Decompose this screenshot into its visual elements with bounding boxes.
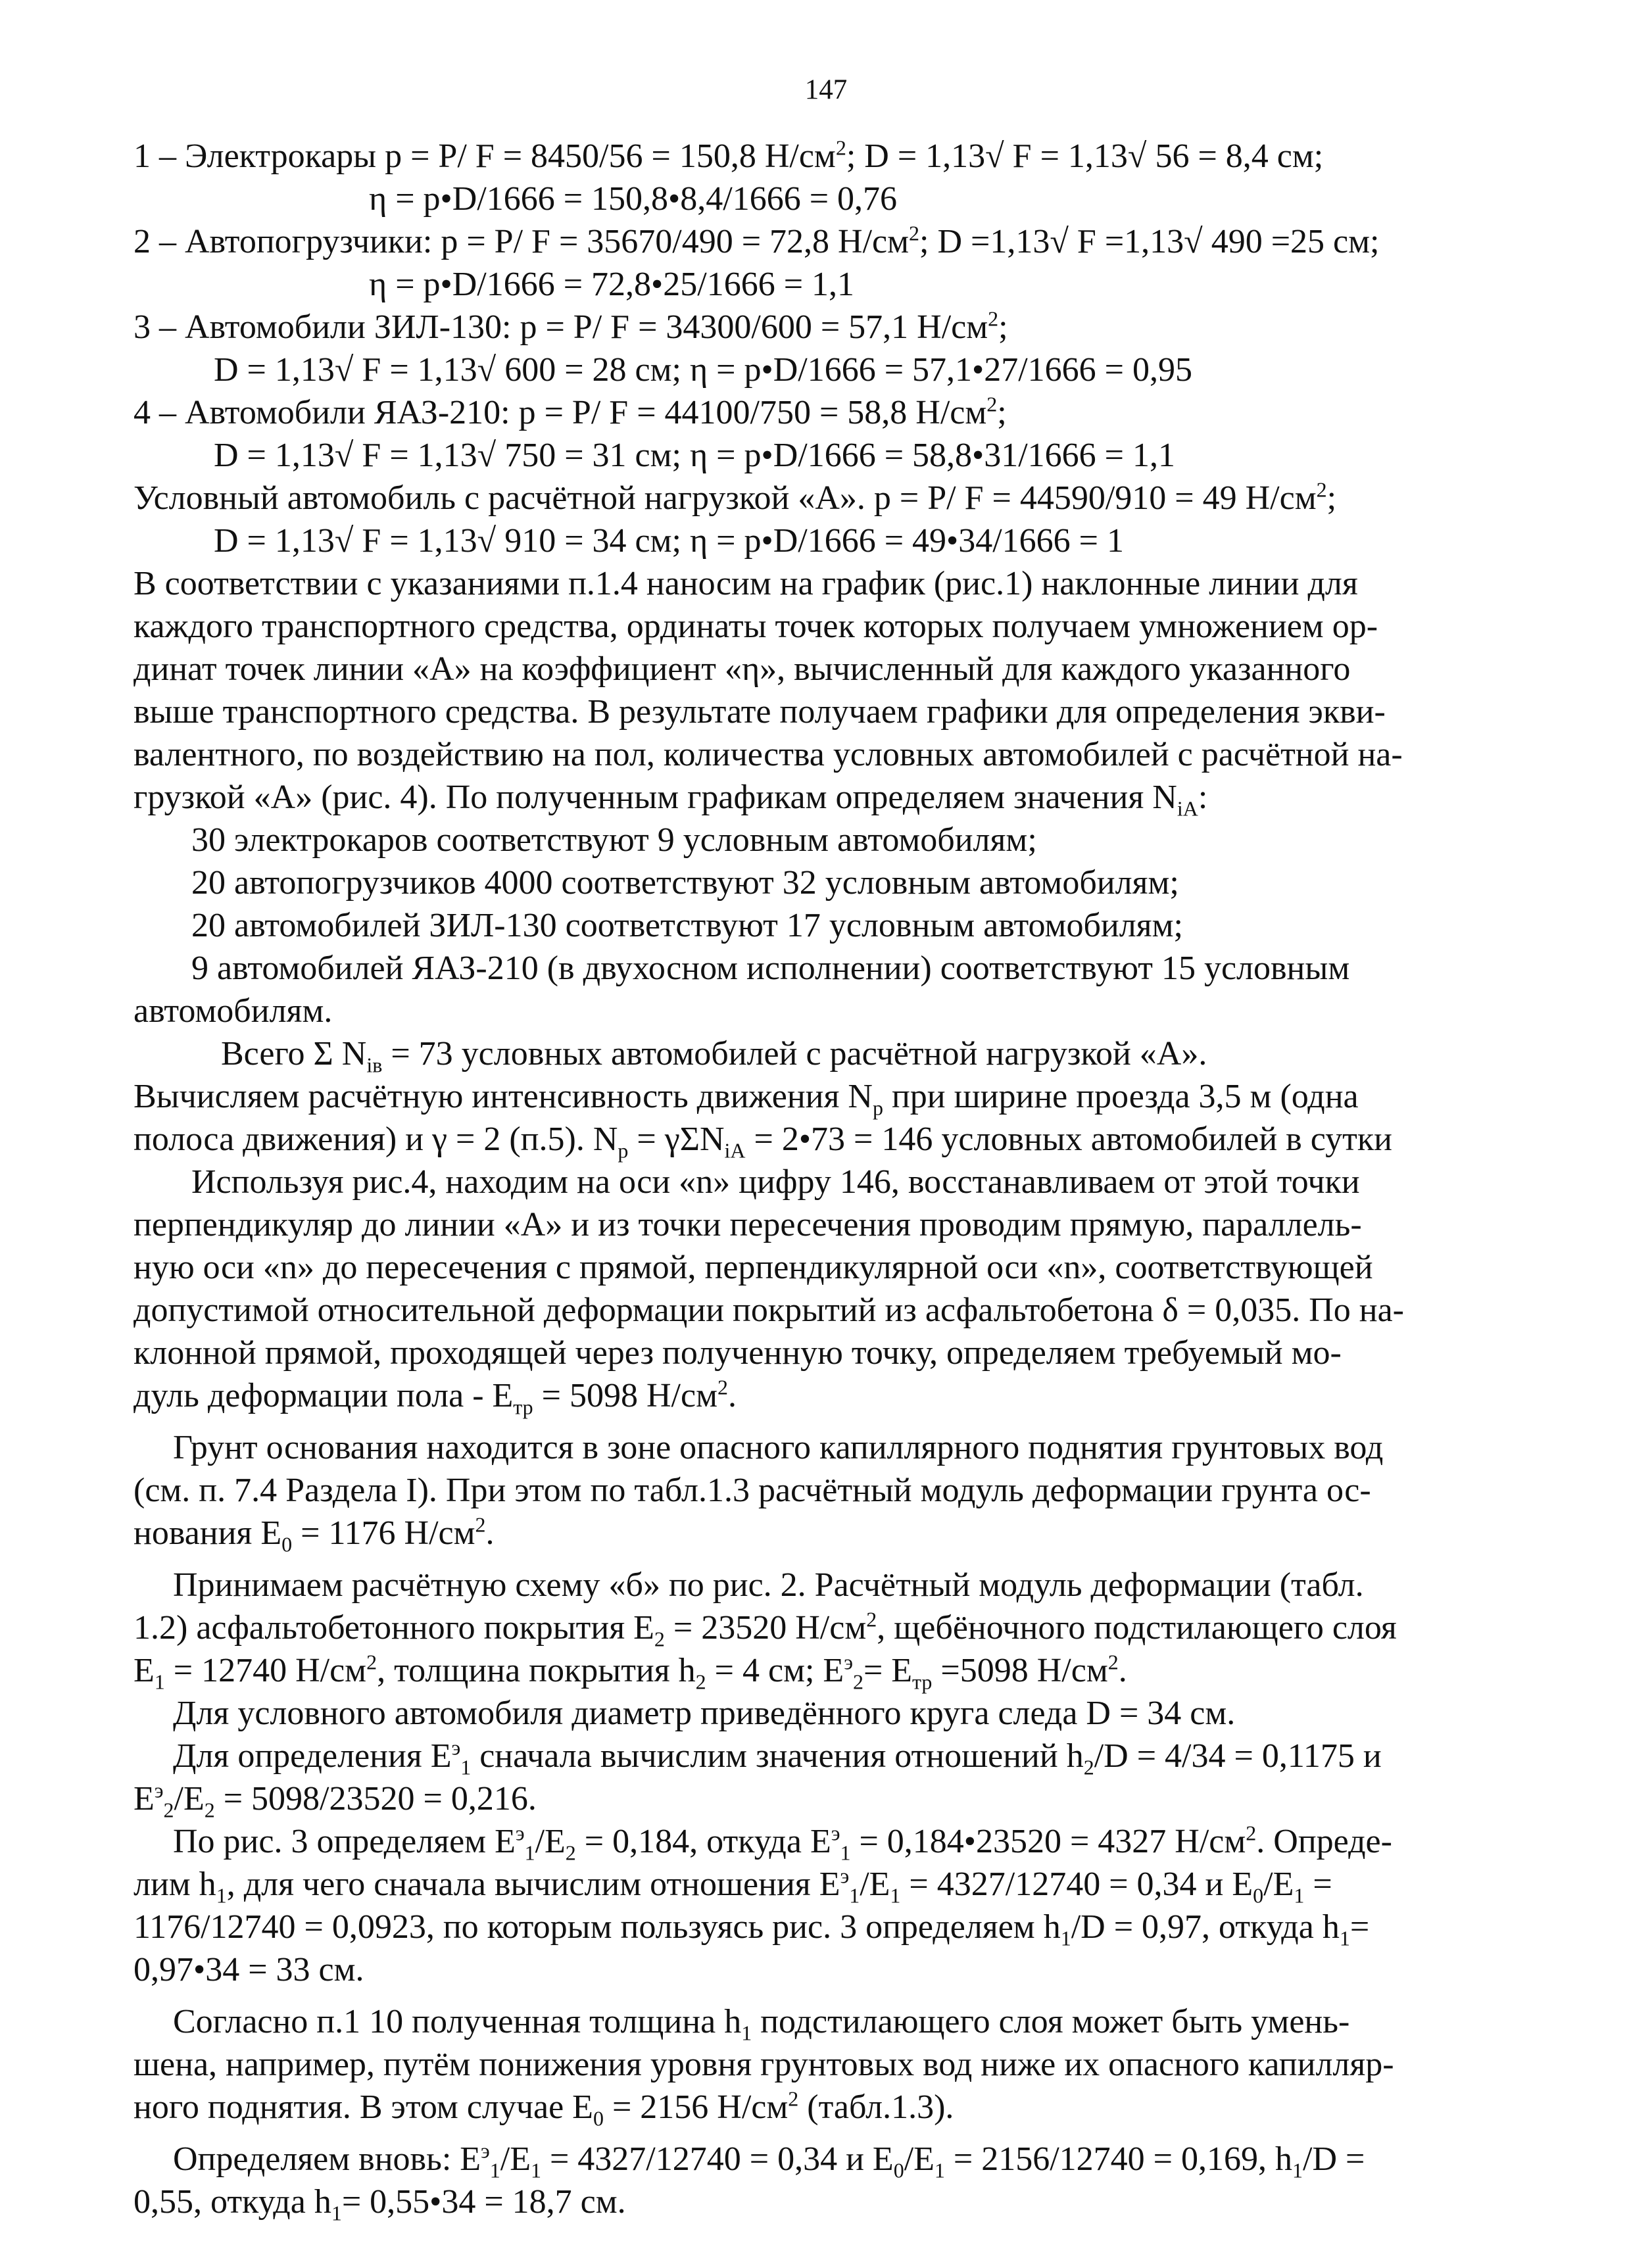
paragraph-5-line-1: Принимаем расчётную схему «б» по рис. 2. Расчётный модуль деформации (табл. [173,1566,1364,1604]
paragraph-9-line-1: Согласно п.1 10 полученная толщина $h_1$ подстилающего слоя может быть умень- [173,2003,1350,2045]
list-item-4-line-1: 9 автомобилей ЯАЗ-210 (в двухосном исполнении) соответствуют 15 условным [191,950,1350,987]
paragraph-4-line-1: Грунт основания находится в зоне опасного капиллярного поднятия грунтовых вод [173,1429,1384,1466]
paragraph-7-line-2: $Е^э_2/Е_2 = 5098/23520 = 0,216$. [134,1778,537,1822]
paragraph-8-line-1: По рис. 3 определяем $Е^э_1/Е_2 = 0,184$, откуда $Е^э_1$ = 0,184•23520 = 4327 $Н/см^2$. Опреде- [173,1821,1392,1865]
list-item: 30 электрокаров соответствуют 9 условным автомобилям; [191,821,1037,859]
paragraph-3-line-1: Используя рис.4, находим на оси «n» цифру 146, восстанавливаем от этой точки [191,1163,1360,1201]
paragraph-1-line-1: В соответствии с указаниями п.1.4 наносим на график (рис.1) наклонные линии для [134,565,1358,602]
paragraph-7-line-1: Для определения $Е^э_1$ сначала вычислим значения отношений $h_2/D = 4/34 = 0,1175$ и [173,1735,1382,1779]
formula-line-10: D = 1,13√ F = 1,13√ 910 = 34 см; η = p•D/1666 = 49•34/1666 = 1 [214,522,1124,560]
paragraph-3-line-5: клонной прямой, проходящей через полученную точку, определяем требуемый мо- [134,1334,1342,1372]
formula-line-8: D = 1,13√ F = 1,13√ 750 = 31 см; η = p•D/1666 = 58,8•31/1666 = 1,1 [214,437,1175,474]
paragraph-1-line-4: выше транспортного средства. В результате получаем графики для определения экви- [134,693,1386,731]
paragraph-1-line-2: каждого транспортного средства, ординаты точек которых получаем умножением ор- [134,608,1378,645]
formula-line-5: 3 – Автомобили ЗИЛ-130: p = P/ F = 34300/600 = 57,1 $Н/см^2$; [134,306,1008,346]
formula-line-6: D = 1,13√ F = 1,13√ 600 = 28 см; η = p•D/1666 = 57,1•27/1666 = 0,95 [214,351,1192,389]
list-item-4-line-2: автомобилям. [134,992,333,1030]
page-number: 147 [804,74,848,105]
formula-line-7: 4 – Автомобили ЯАЗ-210: p = P/ F = 44100/750 = 58,8 $Н/см^2$; [134,392,1007,431]
paragraph-8-line-4: 0,97•34 = 33 см. [134,1951,364,1988]
paragraph-1-line-3: динат точек линии «А» на коэффициент «η», вычисленный для каждого указанного [134,650,1351,688]
paragraph-3-line-2: перпендикуляр до линии «А» и из точки пересечения проводим прямую, параллель- [134,1206,1362,1243]
total-line: Всего Σ $N_{iв} = 73$ условных автомобилей с расчётной нагрузкой «А». [221,1035,1207,1077]
paragraph-3-line-6: дуль деформации пола - $Е_{тр} = 5098$ $Н/см^2$. [134,1375,737,1419]
paragraph-4-line-3: нования $Е_0 = 1176$ $Н/см^2$. [134,1512,495,1556]
paragraph-6: Для условного автомобиля диаметр приведённого круга следа D = 34 см. [173,1695,1236,1732]
paragraph-5-line-3: $Е_1 = 12740$ $Н/см^2$, толщина покрытия $h_2 = 4$ см; $Е^э_2= Е_{тр} =5098$ $Н/см^2$. [134,1650,1127,1694]
paragraph-1-line-6: грузкой «А» (рис. 4). По полученным графикам определяем значения $N_{iA}$: [134,779,1208,821]
page-text [134,135,1505,2223]
paragraph-10-line-2: 0,55, откуда $h_1=$ 0,55•34 = 18,7 см. [134,2183,626,2225]
paragraph-9-line-3: ного поднятия. В этом случае $Е_0 = 2156$ $Н/см^2$ (табл.1.3). [134,2086,954,2131]
paragraph-9-line-2: шена, например, путём понижения уровня грунтовых вод ниже их опасного капилляр- [134,2046,1394,2083]
formula-line-9: Условный автомобиль с расчётной нагрузкой «А». p = P/ F = 44590/910 = 49 $Н/см^2$; [134,477,1337,517]
formula-line-2: η = p•D/1666 = 150,8•8,4/1666 = 0,76 [369,180,898,218]
formula-line-4: η = p•D/1666 = 72,8•25/1666 = 1,1 [369,266,855,303]
list-item: 20 автомобилей ЗИЛ-130 соответствуют 17 условным автомобилям; [191,907,1183,944]
formula-line-1: 1 – Электрокары p = P/ F = 8450/56 = 150,8 $Н/см^2$; D = 1,13√ F = 1,13√ 56 = 8,4 см; [134,135,1324,175]
paragraph-3-line-3: ную оси «n» до пересечения с прямой, перпендикулярной оси «n», соответствующей [134,1249,1373,1286]
paragraph-10-line-1: Определяем вновь: $Е^э_1/Е_1 = 4327/12740 = 0,34$ и $Е_0/Е_1 = 2156/12740 = 0,169$, $h_1/D$ = [173,2138,1365,2182]
list-item: 20 автопогрузчиков 4000 соответствуют 32 условным автомобилям; [191,864,1179,902]
paragraph-8-line-3: 1176/12740 = 0,0923, по которым пользуясь рис. 3 определяем $h_1/D = 0,97$, откуда $h_1=$ [134,1908,1370,1950]
paragraph-2-line-2: полоса движения) и γ = 2 (п.5). $N_р = \gamma\Sigma N_{iA}$ = 2•73 = 146 условных автомобилей в сутки [134,1120,1392,1163]
paragraph-4-line-2: (см. п. 7.4 Раздела I). При этом по табл.1.3 расчётный модуль деформации грунта ос- [134,1472,1371,1509]
paragraph-1-line-5: валентного, по воздействию на пол, количества условных автомобилей с расчётной на- [134,736,1403,773]
paragraph-5-line-2: 1.2) асфальтобетонного покрытия $Е_2 = 23520$ $Н/см^2$, щебёночного подстилающего слоя [134,1607,1397,1651]
paragraph-2-line-1: Вычисляем расчётную интенсивность движения $N_р$ при ширине проезда 3,5 м (одна [134,1078,1359,1120]
formula-line-3: 2 – Автопогрузчики: p = P/ F = 35670/490 = 72,8 $Н/см^2$; D =1,13√ F =1,13√ 490 =25 см; [134,221,1380,260]
paragraph-8-line-2: лим $h_1$, для чего сначала вычислим отношения $Е^э_1/Е_1 = 4327/12740 = 0,34$ и $Е_0/Е_1$ = [134,1864,1332,1908]
paragraph-3-line-4: допустимой относительной деформации покрытий из асфальтобетона δ = 0,035. По на- [134,1291,1404,1329]
